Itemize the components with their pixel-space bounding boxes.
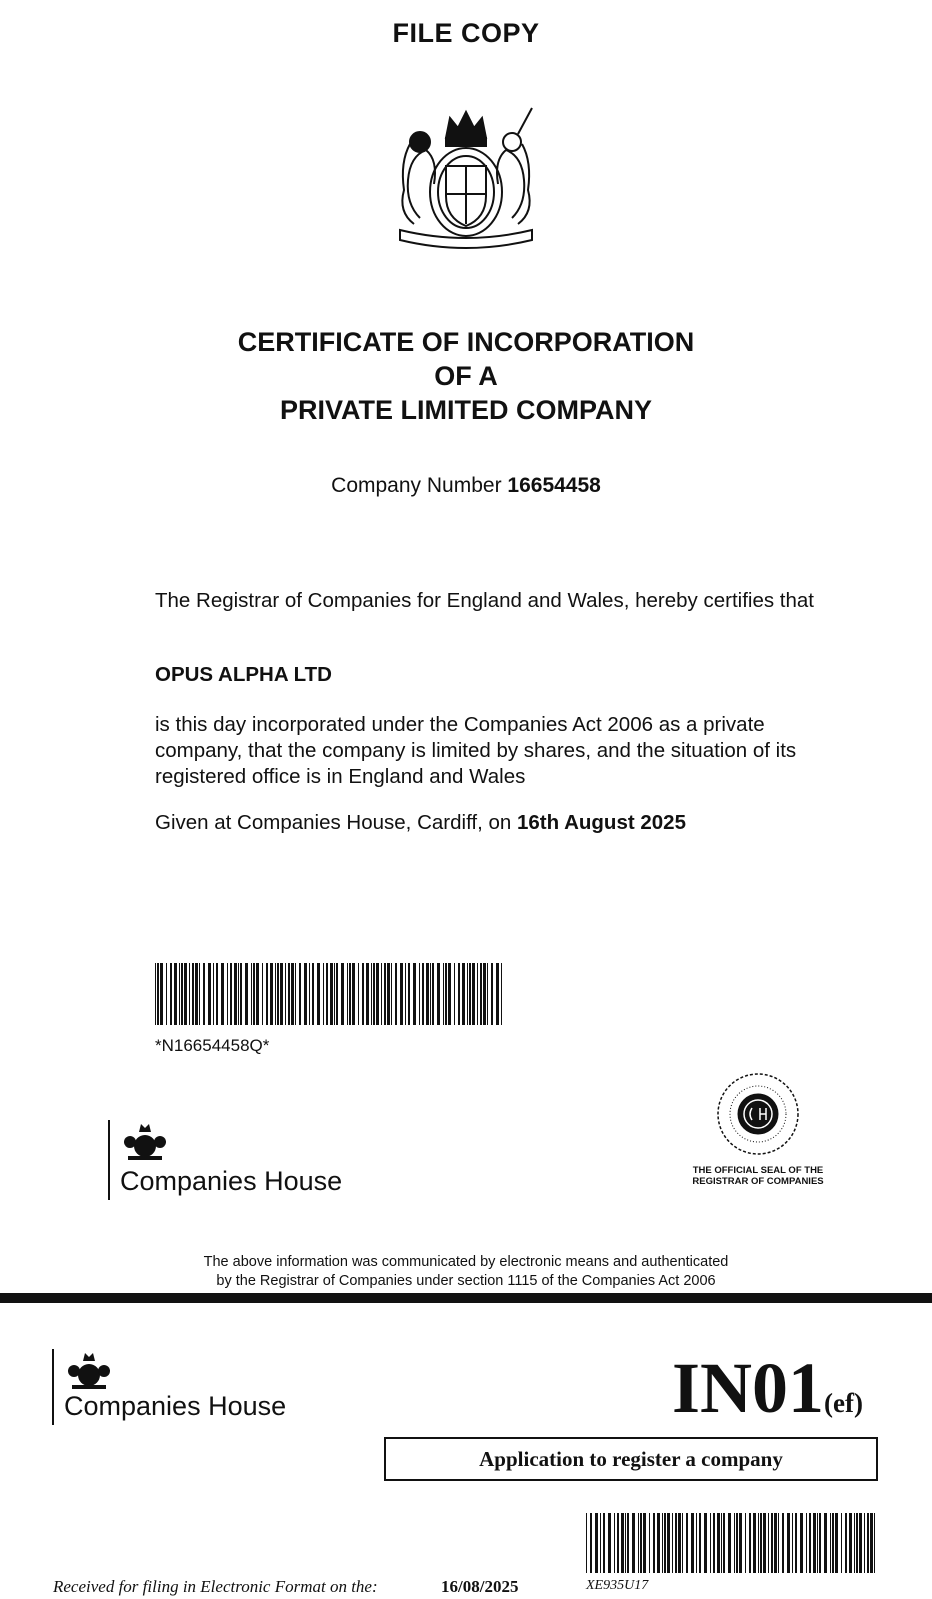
barcode-bar [739,1513,742,1573]
barcode-bar [230,963,232,1025]
received-date: 16/08/2025 [441,1577,519,1596]
barcode-bar [667,1513,670,1573]
barcode-bar [341,963,344,1025]
section-divider [0,1293,932,1303]
barcode-bar [657,1513,660,1573]
barcode-bar [192,963,194,1025]
barcode-bar [617,1513,619,1573]
barcode-bar [662,1513,663,1573]
barcode-text: *N16654458Q* [155,1036,270,1055]
barcode-bar [830,1513,831,1573]
barcode-bar [632,1513,635,1573]
barcode-bar [774,1513,777,1573]
barcode-bar [166,963,167,1025]
barcode-bar [376,963,379,1025]
barcode-bar [590,1513,592,1573]
barcode-bar [443,963,444,1025]
barcode-bar [266,963,268,1025]
barcode-bar [413,963,416,1025]
barcode-bar [472,963,475,1025]
barcode-bar [285,963,286,1025]
barcode-bar [728,1513,731,1573]
barcode-bar [638,1513,639,1573]
barcode-bar [841,1513,842,1573]
barcode-bar [352,963,355,1025]
logo-divider-bar [52,1349,54,1425]
barcode-bar [253,963,255,1025]
barcode-bar [238,963,239,1025]
barcode-bar [480,963,482,1025]
barcode-bar [778,1513,779,1573]
barcode-bar [234,963,237,1025]
companies-house-crest-icon [64,1351,114,1393]
barcode-bar [824,1513,827,1573]
form-title-box: Application to register a company [384,1437,878,1481]
royal-coat-of-arms-icon [380,100,552,250]
barcode-bar [678,1513,681,1573]
barcode-bar [664,1513,666,1573]
barcode-bar [496,963,499,1025]
barcode-bar [649,1513,650,1573]
company-number-label: Company Number [331,474,502,497]
barcode-bar [170,963,172,1025]
barcode-bar [721,1513,722,1573]
company-number-line [0,474,932,498]
barcode-bar [621,1513,624,1573]
barcode-bar [501,963,502,1025]
certificate-title [0,325,932,427]
title-line-1: CERTIFICATE OF INCORPORATION [237,327,695,357]
barcode-bar [469,963,471,1025]
form-code [672,1350,863,1441]
barcode-bar [160,963,163,1025]
barcode-bar [221,963,224,1025]
barcode-bar [734,1513,735,1573]
barcode-bar [760,1513,762,1573]
barcode-bar [336,963,338,1025]
company-number-value: 16654458 [507,474,601,497]
barcode-bar [395,963,397,1025]
barcode-bar [854,1513,855,1573]
barcode-bar [691,1513,694,1573]
barcode-bar [430,963,431,1025]
barcode-bar [795,1513,797,1573]
barcode-bar [400,963,403,1025]
barcode-bar [856,1513,858,1573]
barcode-bar [467,963,468,1025]
barcode-bar [280,963,283,1025]
barcode-bar [312,963,314,1025]
barcode-bar [771,1513,773,1573]
barcode-bar [672,1513,673,1573]
barcode-bar [323,963,324,1025]
barcode-bar [195,963,198,1025]
barcode-bar [462,963,465,1025]
barcode-bar [373,963,375,1025]
barcode-bar [227,963,228,1025]
barcode-bar [179,963,180,1025]
barcode-bar [813,1513,816,1573]
form-code-main: IN01 [672,1348,825,1428]
auth-note-line-2: by the Registrar of Companies under section 1115 of the Companies Act 2006 [216,1273,716,1289]
companies-house-name: Companies House [64,1391,287,1421]
barcode-bar [491,963,493,1025]
given-at-text: Given at Companies House, Cardiff, on [155,811,512,834]
barcode-bar [334,963,335,1025]
barcode-bar [277,963,279,1025]
given-date: 16th August 2025 [516,811,686,834]
certify-text: The Registrar of Companies for England and Wales, hereby certifies that [155,589,814,612]
barcode-bar [245,963,248,1025]
barcode-bar [627,1513,629,1573]
barcode-bar [817,1513,818,1573]
barcode-bar [749,1513,751,1573]
barcode-bar [710,1513,711,1573]
barcode-bar [586,1513,587,1573]
barcode-bar [845,1513,847,1573]
barcode-icon [586,1513,878,1573]
barcode-bar [787,1513,790,1573]
barcode-bar [422,963,424,1025]
title-line-2: OF A [434,361,498,391]
barcode-bar [295,963,296,1025]
barcode-bar [426,963,429,1025]
barcode-bar [768,1513,769,1573]
barcode-bar [384,963,386,1025]
barcode-bar [203,963,205,1025]
file-copy-heading: FILE COPY [392,18,540,48]
barcode-bar [717,1513,720,1573]
barcode-bar [288,963,290,1025]
authentication-note [0,1253,932,1291]
barcode-bar [448,963,451,1025]
barcode-bar [317,963,320,1025]
barcode-bar [358,963,359,1025]
barcode-bar [625,1513,626,1573]
barcode-bar [864,1513,865,1573]
barcode-bar [275,963,276,1025]
barcode-bar [256,963,259,1025]
barcode-bar [304,963,307,1025]
barcode-bar [391,963,392,1025]
barcode-bar [362,963,364,1025]
barcode-bar [262,963,263,1025]
barcode-bar [640,1513,642,1573]
logo-divider-bar [108,1120,110,1200]
barcode-bar [189,963,190,1025]
seal-caption-line-1: THE OFFICIAL SEAL OF THE [692,1165,824,1176]
barcode-bar [216,963,218,1025]
barcode-bar [184,963,187,1025]
barcode-bar [366,963,369,1025]
barcode-icon [155,963,505,1025]
barcode-bar [704,1513,707,1573]
barcode-bar [381,963,382,1025]
companies-house-crest-icon [120,1122,170,1164]
barcode-bar [299,963,301,1025]
barcode-bar [874,1513,875,1573]
title-line-3: PRIVATE LIMITED COMPANY [279,395,652,425]
auth-note-line-1: The above information was communicated by electronic means and authenticated [203,1254,729,1270]
barcode-bar [736,1513,738,1573]
seal-caption [672,1165,844,1187]
barcode-bar [405,963,406,1025]
form-barcode-text: XE935U17 [586,1578,649,1593]
given-at-line [155,810,855,836]
barcode-bar [477,963,478,1025]
barcode-bar [181,963,183,1025]
barcode-bar [603,1513,605,1573]
barcode-bar [270,963,273,1025]
barcode-bar [155,963,156,1025]
barcode-bar [835,1513,838,1573]
barcode-bar [699,1513,701,1573]
barcode-bar [675,1513,677,1573]
barcode-bar [753,1513,756,1573]
barcode-bar [240,963,242,1025]
barcode-bar [330,963,333,1025]
barcode-bar [849,1513,852,1573]
barcode-bar [870,1513,873,1573]
barcode-bar [251,963,252,1025]
registrar-seal-icon [700,1068,816,1160]
barcode-bar [208,963,211,1025]
barcode-bar [867,1513,869,1573]
barcode-bar [806,1513,807,1573]
company-name: OPUS ALPHA LTD [155,663,332,686]
barcode-bar [432,963,434,1025]
barcode-bar [213,963,214,1025]
barcode-bar [408,963,410,1025]
barcode-bar [454,963,455,1025]
barcode-bar [745,1513,746,1573]
barcode-bar [387,963,390,1025]
form-companies-house-logo [52,1349,312,1433]
barcode-bar [819,1513,821,1573]
form-code-suffix: (ef) [824,1388,863,1418]
barcode-bar [371,963,372,1025]
barcode-bar [686,1513,688,1573]
seal-caption-line-2: REGISTRAR OF COMPANIES [692,1176,824,1187]
companies-house-logo [108,1120,368,1204]
barcode-bar [653,1513,655,1573]
barcode-bar [199,963,200,1025]
barcode-bar [437,963,440,1025]
barcode-bar [487,963,488,1025]
barcode-bar [682,1513,683,1573]
barcode-bar [608,1513,611,1573]
barcode-bar [349,963,351,1025]
barcode-bar [713,1513,715,1573]
barcode-bar [347,963,348,1025]
barcode-bar [643,1513,646,1573]
barcode-bar [326,963,328,1025]
barcode-bar [763,1513,766,1573]
barcode-bar [157,963,159,1025]
barcode-bar [595,1513,598,1573]
barcode-bar [792,1513,793,1573]
barcode-bar [800,1513,803,1573]
incorporation-text: is this day incorporated under the Companies Act 2006 as a private company, that the company is limited by shares, and the situation of its registered office is in England and Wales [155,713,797,788]
barcode-bar [782,1513,784,1573]
companies-house-name: Companies House [120,1166,343,1196]
barcode-bar [419,963,420,1025]
barcode-bar [309,963,310,1025]
barcode-bar [600,1513,601,1573]
barcode-bar [723,1513,725,1573]
barcode-bar [458,963,460,1025]
barcode-bar [859,1513,862,1573]
barcode-bar [832,1513,834,1573]
barcode-bar [174,963,177,1025]
barcode-bar [696,1513,697,1573]
barcode-bar [483,963,486,1025]
barcode-bar [809,1513,811,1573]
barcode-bar [291,963,294,1025]
barcode-bar [758,1513,759,1573]
barcode-bar [614,1513,615,1573]
barcode-bar [445,963,447,1025]
received-label: Received for filing in Electronic Format on the: [53,1577,378,1596]
